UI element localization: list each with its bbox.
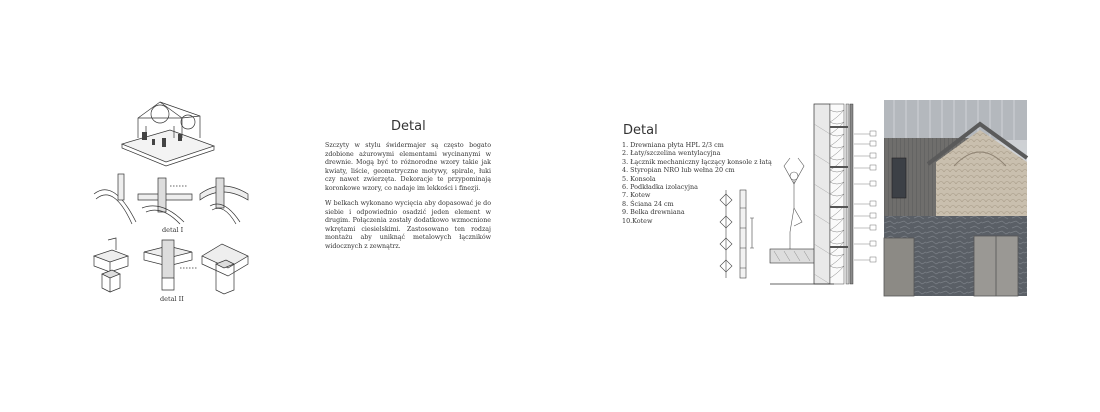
legend-item: 9. Belka drewniana <box>622 208 685 217</box>
legend-item: 2. Łaty/szczelina wentylacyjna <box>622 149 721 158</box>
legend-item: 1. Drewniana płyta HPL 2/3 cm <box>622 141 724 149</box>
wall-section-drawing <box>770 104 880 294</box>
detail-1-drawing <box>92 172 252 228</box>
middle-page-title: Detal <box>391 119 426 134</box>
legend-item: 3. Łącznik mechaniczny łączący konsole z łatą <box>622 157 772 166</box>
legend-item: 10.Kotew <box>622 216 653 225</box>
legend-item: 4. Styropian NRO lub wełna 20 cm <box>622 166 735 175</box>
facade-render-image <box>884 100 1027 296</box>
legend-item: 6. Podkładka izolacyjna <box>622 183 698 192</box>
middle-page-text <box>325 142 491 258</box>
legend-item: 5. Konsola <box>622 174 656 183</box>
detail-2-caption: detal II <box>160 295 184 303</box>
right-page-title: Detal <box>623 123 658 138</box>
left-page <box>0 0 300 412</box>
detail-2-drawing <box>88 238 252 294</box>
legend-item: 7. Kotew <box>622 191 651 200</box>
detail-1-caption: detal I <box>162 226 184 234</box>
paragraph-2: W belkach wykonano wycięcia aby dopasować je do siebie i odpowiednio osadzić jeden element w drugim. Połączenia zostały dodatkowo wzmocnione wkrętami ciesielskimi. Zastosowano ten rodzaj montażu aby uniknąć metalowych łączników widocznych z zewnątrz. <box>325 200 491 250</box>
paragraph-1: Szczyty w stylu świdermajer są często bogato zdobione ażurowymi elementami wycinanymi w drewnie. Mogą być to różnorodne wzory takie jak kwiaty, liście, geometryczne motywy, spirale, łuki czy nawet zwierzęta. Dekoracje te przypominają koronkowe wzory, co nadaje im lekkości i finezji. <box>325 142 491 192</box>
legend-item: 8. Ściana 24 cm <box>622 199 674 208</box>
gable-axonometric-drawing <box>118 98 218 166</box>
ornament-elevation-drawing <box>716 188 768 280</box>
